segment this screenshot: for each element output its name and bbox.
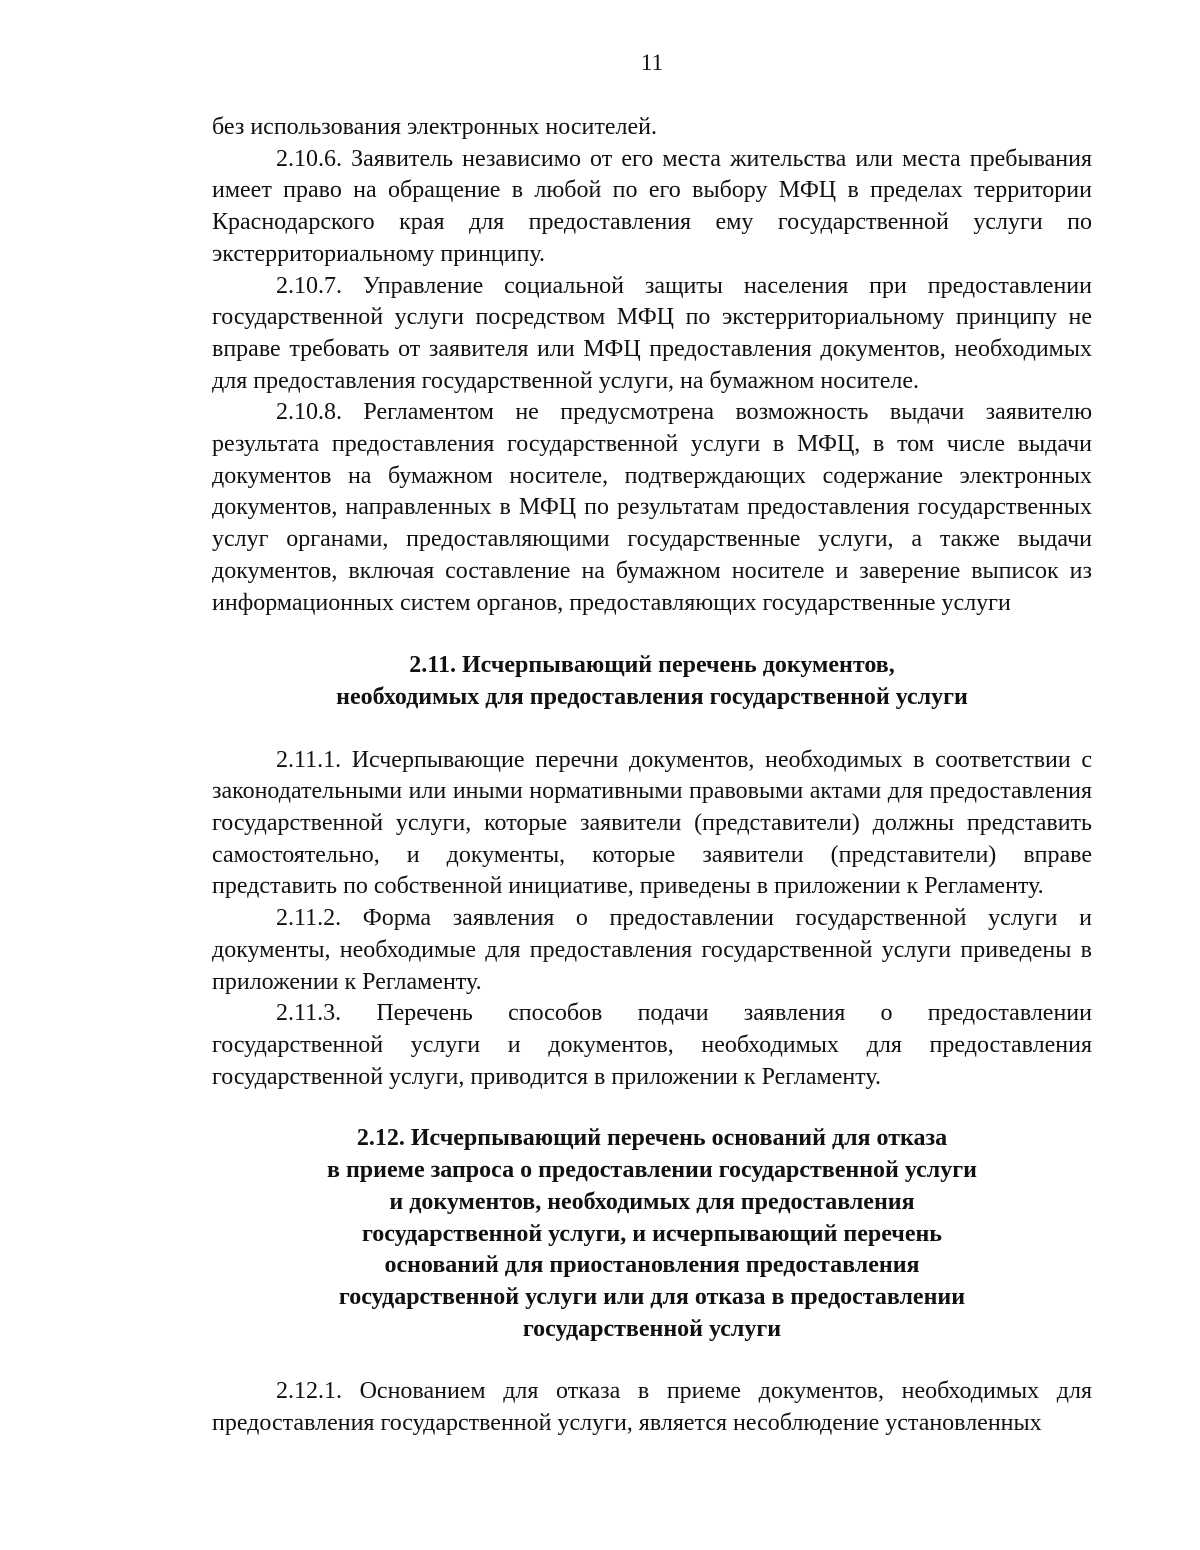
heading-line: 2.12. Исчерпывающий перечень оснований для отказа xyxy=(356,1125,948,1152)
paragraph-continuation: без использования электронных носителей. xyxy=(212,114,657,140)
heading-line: и документов, необходимых для предоставления xyxy=(389,1188,915,1215)
paragraph-2-11-2: 2.11.2. Форма заявления о предоставлении государственной услуги и документы, необходимые для предоставления государственной услуги приведены в приложении к Регламенту. xyxy=(212,905,1092,995)
heading-line: государственной услуги, и исчерпывающий перечень xyxy=(362,1220,942,1247)
paragraph-2-12-1: 2.12.1. Основанием для отказа в приеме документов, необходимых для предоставления государственной услуги, является несоблюдение установленных xyxy=(212,1378,1092,1437)
section-heading-2-12 xyxy=(212,1123,1092,1345)
paragraph-2-10-6: 2.10.6. Заявитель независимо от его места жительства или места пребывания имеет право на обращение в любой по его выбору МФЦ в пределах территории Краснодарского края для предоставления ему государственной услуги по экстерриториальному принципу. xyxy=(212,145,1092,267)
heading-line: 2.11. Исчерпывающий перечень документов, xyxy=(409,652,895,679)
paragraph-2-10-8: 2.10.8. Регламентом не предусмотрена возможность выдачи заявителю результата предоставления государственной услуги в МФЦ, в том числе выдачи документов на бумажном носителе, подтверждающих содержание электронных документов, направленных в МФЦ по результатам предоставления государственных услуг органами, предоставляющими государственные услуги, а также выдачи документов, включая составление на бумажном носителе и заверение выписок из информационных систем органов, предоставляющих государственные услуги xyxy=(212,399,1092,616)
heading-line: оснований для приостановления предоставления xyxy=(384,1252,920,1279)
section-heading-2-11 xyxy=(212,650,1092,713)
paragraph-2-11-3: 2.11.3. Перечень способов подачи заявления о предоставлении государственной услуги и документов, необходимых для предоставления государственной услуги, приводится в приложении к Регламенту. xyxy=(212,1000,1092,1090)
heading-line: в приеме запроса о предоставлении государственной услуги xyxy=(327,1157,977,1184)
page-number: 11 xyxy=(640,50,664,75)
heading-line: необходимых для предоставления государственной услуги xyxy=(336,683,968,710)
document-page xyxy=(212,48,1092,1440)
heading-line: государственной услуги или для отказа в предоставлении xyxy=(338,1283,966,1310)
heading-line: государственной услуги xyxy=(522,1315,782,1342)
paragraph-2-11-1: 2.11.1. Исчерпывающие перечни документов, необходимых в соответствии с законодательными или иными нормативными правовыми актами для предоставления государственной услуги, которые заявители (представители) должны представить самостоятельно, и документы, которые заявители (представители) вправе представить по собственной инициативе, приведены в приложении к Регламенту. xyxy=(212,746,1092,900)
paragraph-2-10-7: 2.10.7. Управление социальной защиты населения при предоставлении государственной услуги посредством МФЦ по экстерриториальному принципу не вправе требовать от заявителя или МФЦ предоставления документов, необходимых для предоставления государственной услуги, на бумажном носителе. xyxy=(212,272,1092,394)
